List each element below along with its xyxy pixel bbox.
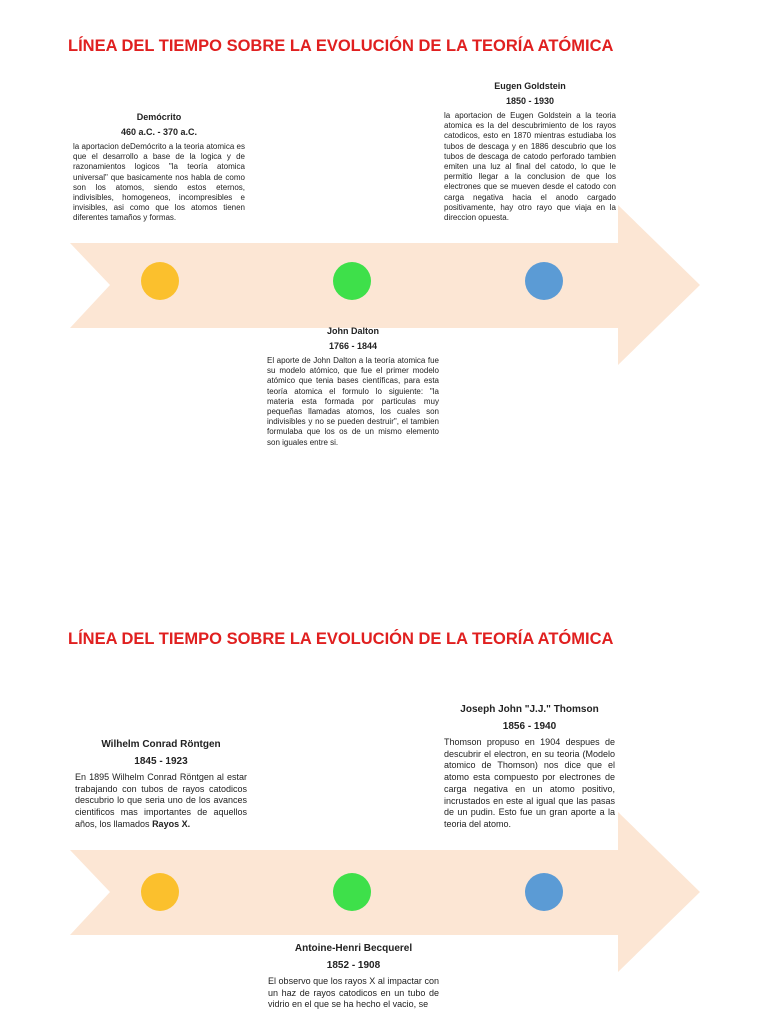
entry-name: John Dalton bbox=[327, 326, 379, 336]
timeline-entry-dalton bbox=[267, 324, 439, 448]
entry-text: la aportacion deDemócrito a la teoria atomica es que el desarrollo a base de la logica y de razonamientos logicos "la teoría atomica universal" que basicamente nos habla de como son los atomos, siendo estos eternos, indivisibles, homogeneos, incompresibles e invisibles, asi como que los atomos tienen diferentes tamaños y formas. bbox=[73, 142, 245, 223]
timeline-entry-democrito bbox=[73, 110, 245, 224]
timeline-dot-becquerel bbox=[333, 873, 371, 911]
timeline-entry-thomson bbox=[444, 701, 615, 831]
timeline-title-1: LÍNEA DEL TIEMPO SOBRE LA EVOLUCIÓN DE LA TEORÍA ATÓMICA bbox=[68, 37, 614, 55]
entry-name: Demócrito bbox=[136, 112, 182, 122]
timeline-entry-rontgen bbox=[75, 736, 247, 831]
entry-years: 1850 - 1930 bbox=[505, 96, 555, 106]
timeline-dot-rontgen bbox=[141, 873, 179, 911]
entry-name: Joseph John "J.J." Thomson bbox=[460, 704, 599, 715]
entry-text-emphasis: Rayos X. bbox=[152, 818, 191, 829]
timeline-dot-thomson bbox=[525, 873, 563, 911]
entry-text: Thomson propuso en 1904 despues de descubrir el electron, en su teoria (Modelo atomico de Thomson) nos dice que el atomo esta compuesto por electrones de carga negativa en un atomo positivo, incrustados en este al igual que las pasas de un pudin. Esto fue un gran aporte a la teoria del atomo. bbox=[444, 737, 615, 829]
timeline-dot-democrito bbox=[141, 262, 179, 300]
timeline-entry-goldstein bbox=[444, 79, 616, 223]
entry-years: 1852 - 1908 bbox=[326, 960, 381, 971]
entry-text bbox=[75, 772, 247, 831]
timeline-title-2: LÍNEA DEL TIEMPO SOBRE LA EVOLUCIÓN DE LA TEORÍA ATÓMICA bbox=[68, 630, 614, 648]
timeline-dot-dalton bbox=[333, 262, 371, 300]
entry-text-body: En 1895 Wilhelm Conrad Röntgen al estar trabajando con tubos de rayos catodicos descubrio lo que seria uno de los avances cientificos mas importantes de aquellos años, los llamados bbox=[75, 772, 247, 829]
entry-text: la aportacion de Eugen Goldstein a la teoria atomica es la del descubrimiento de los rayos catodicos, esto en 1870 mientras estudiaba los tubos de descaga y en 1886 descubrio que los tubos de descaga de catodo perforado tambien emiten una luz al final del catodo, lo que le permitio llegar a la conclusion de que los electrones que se mueven desde el catodo con carga negativa hacia el anodo cargado positivamente, hay otro rayo que viaja en la direccion opuesta. bbox=[444, 111, 616, 223]
entry-years: 1856 - 1940 bbox=[502, 721, 557, 732]
entry-name: Antoine-Henri Becquerel bbox=[294, 943, 413, 954]
entry-years: 1766 - 1844 bbox=[328, 341, 378, 351]
timeline-dot-goldstein bbox=[525, 262, 563, 300]
entry-text: El aporte de John Dalton a la teoría atomica fue su modelo atómico, que fue el primer modelo atómico que tenia bases científicas, para esta teoría atomica el formulo lo siguiente: "la materia esta formada por particulas muy pequeñas llamadas atomos, los cuales son indivisibles y no se pueden destruir", el tambien formulaba que los os de un mismo elemento son iguales entre si. bbox=[267, 356, 439, 447]
entry-years: 460 a.C. - 370 a.C. bbox=[120, 127, 198, 137]
entry-name: Wilhelm Conrad Röntgen bbox=[101, 739, 221, 750]
entry-text: El observo que los rayos X al impactar con un haz de rayos catodicos en un tubo de vidrio en el que se ha hecho el vacio, se bbox=[268, 976, 439, 1010]
entry-years: 1845 - 1923 bbox=[134, 756, 188, 767]
entry-name: Eugen Goldstein bbox=[494, 81, 566, 91]
timeline-entry-becquerel bbox=[268, 940, 439, 1011]
